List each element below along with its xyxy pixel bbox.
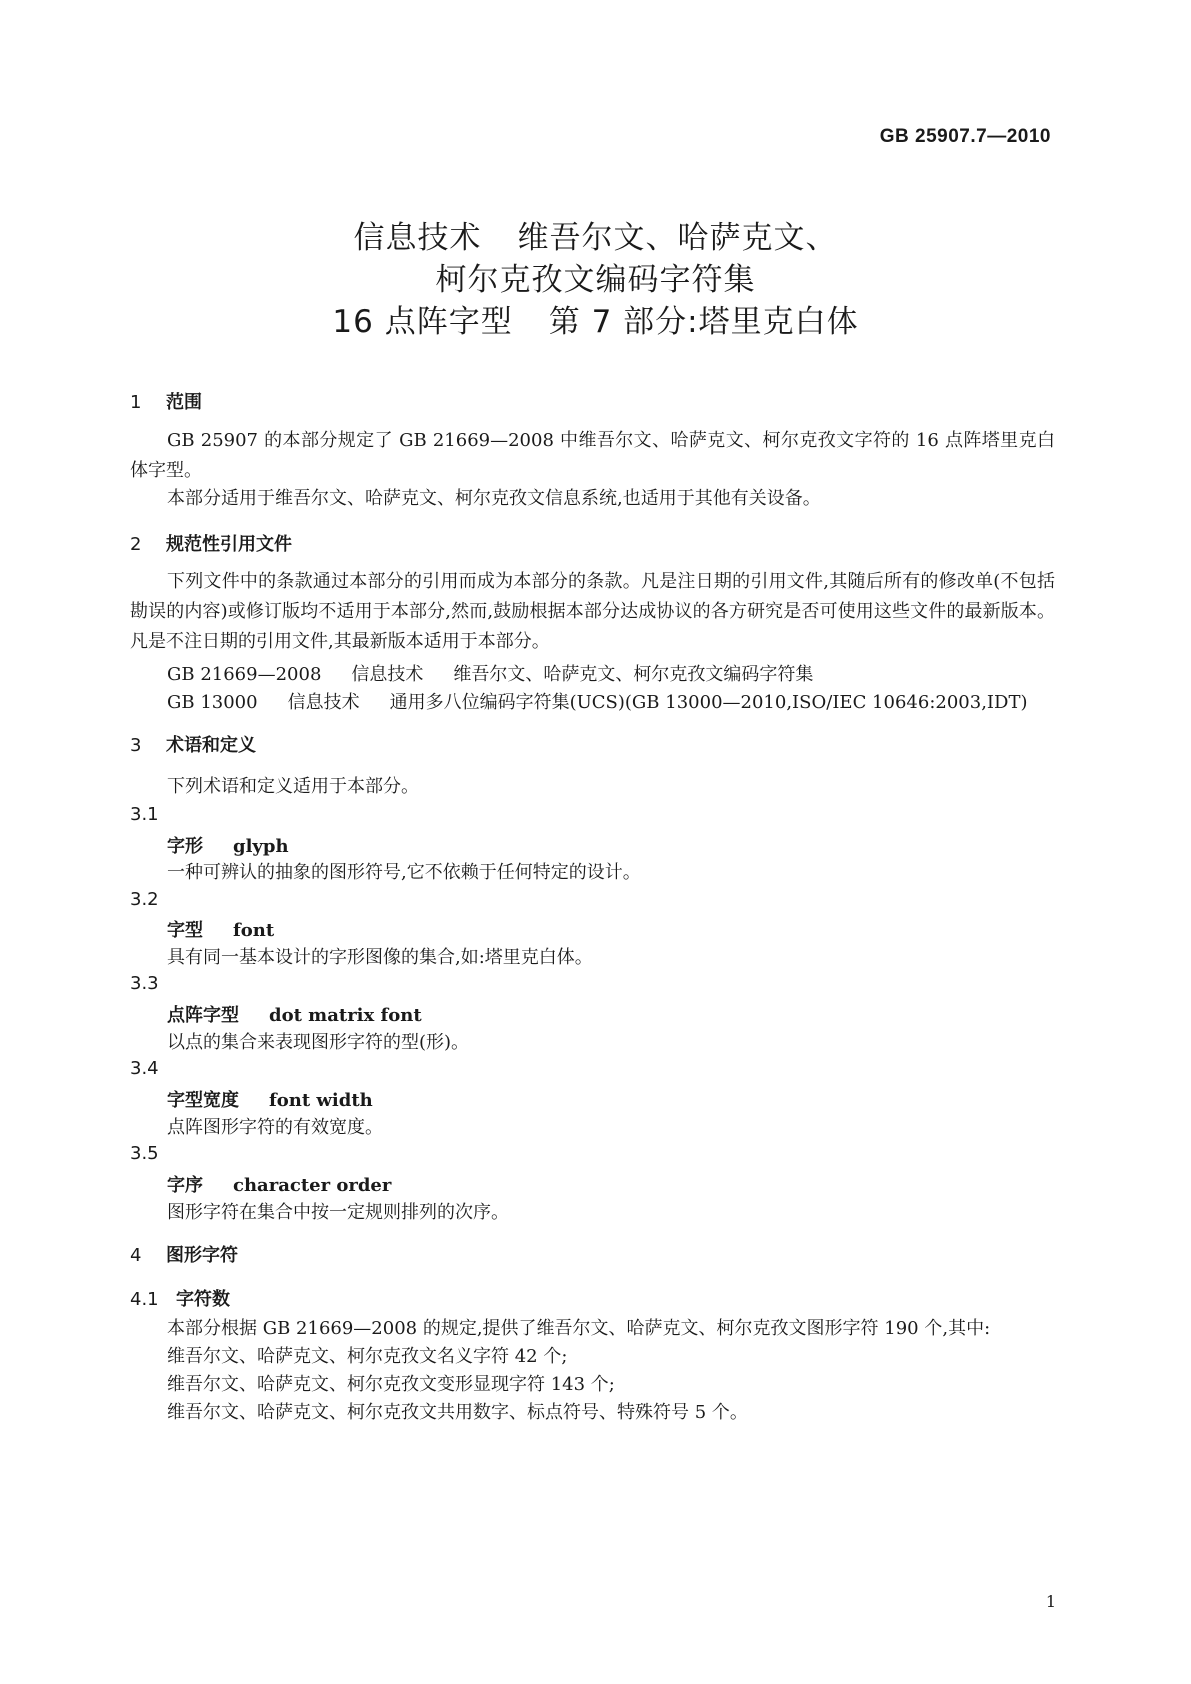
term-en: glyph (233, 836, 289, 857)
title-line-3 (0, 296, 1191, 341)
paragraph: 下列术语和定义适用于本部分。 (167, 776, 419, 797)
term-number: 3.3 (130, 973, 159, 994)
term-zh: 字型 (167, 920, 203, 941)
section-number: 1 (130, 392, 142, 413)
title-line-2: 柯尔克孜文编码字符集 (435, 262, 756, 298)
section-heading-3 (130, 731, 256, 757)
term-definition: 以点的集合来表现图形字符的型(形)。 (167, 1032, 470, 1053)
term-zh: 点阵字型 (167, 1005, 239, 1026)
term-number: 3.4 (130, 1058, 159, 1079)
term-zh: 字形 (167, 836, 203, 857)
subsection-number: 4.1 (130, 1289, 159, 1310)
section-number: 3 (130, 735, 142, 756)
paragraph: 下列文件中的条款通过本部分的引用而成为本部分的条款。凡是注日期的引用文件,其随后所有的修改单(不包括勘误的内容)或修订版均不适用于本部分,然而,鼓励根据本部分达成协议的各方研究是否可使用这些文件的最新版本。凡是不注日期的引用文件,其最新版本适用于本部分。 (130, 571, 1055, 652)
list-line: 本部分根据 GB 21669—2008 的规定,提供了维吾尔文、哈萨克文、柯尔克孜文图形字符 190 个,其中: (167, 1318, 991, 1339)
title-part: 维吾尔文、哈萨克文、 (517, 220, 838, 256)
list-line: 维吾尔文、哈萨克文、柯尔克孜文共用数字、标点符号、特殊符号 5 个。 (167, 1402, 748, 1423)
term-number: 3.5 (130, 1143, 159, 1164)
list-line: 维吾尔文、哈萨克文、柯尔克孜文变形显现字符 143 个; (167, 1374, 615, 1395)
term-zh: 字型宽度 (167, 1090, 239, 1111)
paragraph: 本部分适用于维吾尔文、哈萨克文、柯尔克孜文信息系统,也适用于其他有关设备。 (167, 488, 821, 509)
section-title: 图形字符 (166, 1245, 238, 1266)
reference-code: GB 21669—2008 (167, 664, 322, 685)
title-part: 第 7 部分:塔里克白体 (548, 304, 859, 340)
term-zh: 字序 (167, 1175, 203, 1196)
section-title: 术语和定义 (166, 735, 256, 756)
term-definition: 图形字符在集合中按一定规则排列的次序。 (167, 1202, 509, 1223)
term-en: character order (233, 1175, 392, 1196)
reference-title: 通用多八位编码字符集(UCS)(GB 13000—2010,ISO/IEC 10646:2003,IDT) (389, 692, 1028, 713)
term-definition: 一种可辨认的抽象的图形符号,它不依赖于任何特定的设计。 (167, 862, 641, 883)
standard-code: GB 25907.7—2010 (879, 126, 1051, 147)
term-en: dot matrix font (269, 1005, 422, 1026)
term-en: font width (269, 1090, 373, 1111)
term-heading (167, 916, 274, 942)
section-heading-2 (130, 530, 292, 556)
term-number: 3.2 (130, 889, 159, 910)
page-number: 1 (1045, 1592, 1056, 1611)
section-number: 4 (130, 1245, 142, 1266)
paragraph: GB 25907 的本部分规定了 GB 21669—2008 中维吾尔文、哈萨克文、柯尔克孜文字符的 16 点阵塔里克白体字型。 (130, 430, 1055, 481)
term-definition: 点阵图形字符的有效宽度。 (167, 1117, 383, 1138)
term-definition: 具有同一基本设计的字形图像的集合,如:塔里克白体。 (167, 947, 593, 968)
title-line-1 (0, 212, 1191, 257)
reference-title: 维吾尔文、哈萨克文、柯尔克孜文编码字符集 (453, 664, 814, 685)
section-title: 规范性引用文件 (166, 534, 292, 555)
section-heading-4 (130, 1241, 238, 1267)
term-heading (167, 832, 289, 858)
reference-title: 信息技术 (287, 692, 360, 713)
reference-item (167, 660, 813, 686)
list-line: 维吾尔文、哈萨克文、柯尔克孜文名义字符 42 个; (167, 1346, 568, 1367)
section-number: 2 (130, 534, 142, 555)
section-title: 范围 (166, 392, 202, 413)
reference-code: GB 13000 (167, 692, 258, 713)
title-part: 信息技术 (353, 220, 482, 256)
term-heading (167, 1086, 373, 1112)
term-heading (167, 1001, 422, 1027)
subsection-title: 字符数 (176, 1289, 230, 1310)
reference-title: 信息技术 (351, 664, 424, 685)
title-part: 16 点阵字型 (332, 304, 513, 340)
term-en: font (233, 920, 275, 941)
subsection-heading-4-1 (130, 1285, 230, 1311)
term-heading (167, 1171, 391, 1197)
term-number: 3.1 (130, 804, 159, 825)
reference-item (167, 688, 1028, 714)
section-heading-1 (130, 388, 202, 414)
